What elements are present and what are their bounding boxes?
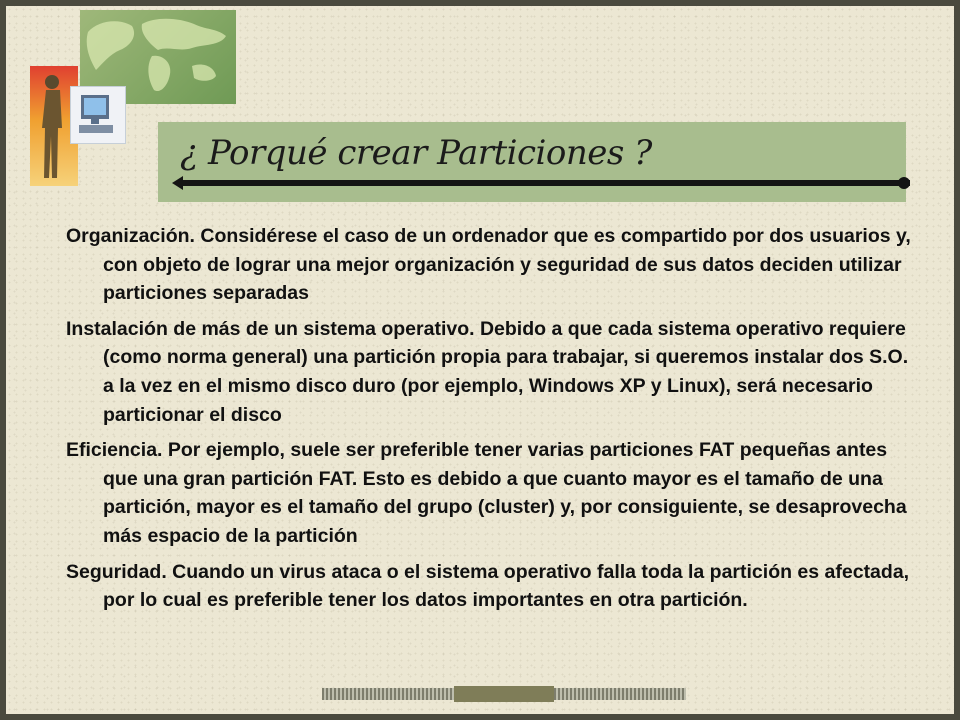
paragraph-seguridad: Seguridad. Cuando un virus ataca o el sistema operativo falla toda la partición es afectada, por lo cual es preferible tener los datos importantes en otra partición. (66, 560, 910, 612)
bottom-divider-center (454, 686, 554, 702)
computer-monitor-icon (70, 86, 126, 144)
paragraph-eficiencia: Eficiencia. Por ejemplo, suele ser preferible tener varias particiones FAT pequeñas antes que una gran partición FAT. Esto es debido a que cuanto mayor es el tamaño de una partición, mayor es el tamaño del grupo (cluster) y, por consiguiente, se desaprovecha más espacio de la partición (66, 439, 907, 547)
title-underline (182, 180, 910, 186)
slide-body (66, 222, 922, 622)
slide-title: ¿ Porqué crear Particiones ? (180, 133, 652, 173)
paragraph-instalacion: Instalación de más de un sistema operativo. Debido a que cada sistema operativo requiere (como norma general) una partición propia para trabajar, si queremos instalar dos S.O. a la vez en el mismo disco duro (por ejemplo, Windows XP y Linux), será necesario particionar el disco (66, 317, 909, 426)
paragraph-organizacion: Organización. Considérese el caso de un ordenador que es compartido por dos usuarios y, con objeto de lograr una mejor organización y seguridad de sus datos deciden utilizar particiones separadas (66, 225, 911, 305)
title-rule-dot (898, 177, 910, 189)
